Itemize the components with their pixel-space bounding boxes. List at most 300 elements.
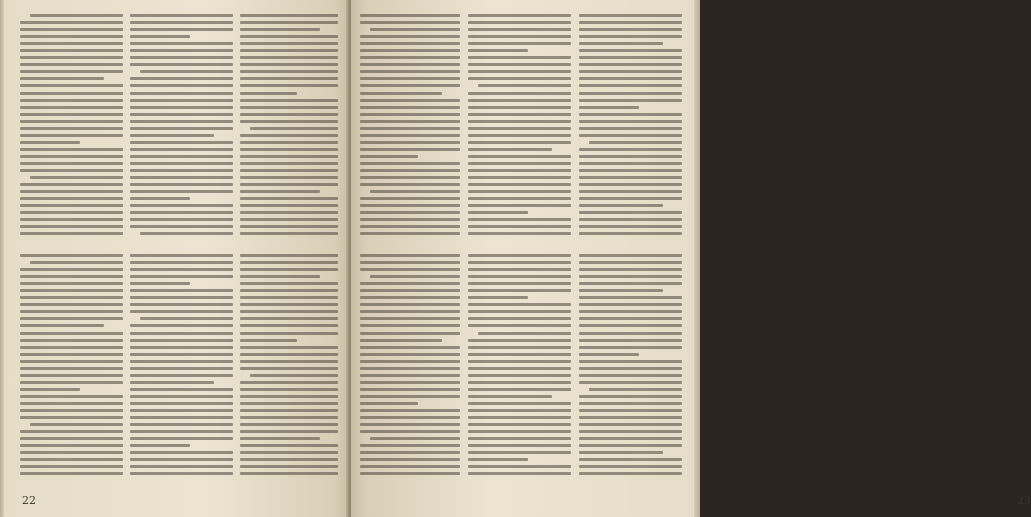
text-line — [240, 211, 338, 214]
text-line — [130, 134, 214, 137]
text-line — [130, 113, 233, 116]
text-line — [579, 218, 682, 221]
text-line — [468, 141, 571, 144]
text-line — [370, 437, 460, 440]
text-line — [579, 197, 682, 200]
text-line — [360, 409, 460, 412]
text-line — [130, 176, 233, 179]
text-line — [468, 451, 571, 454]
text-line — [130, 451, 233, 454]
text-line — [360, 70, 460, 73]
text-line — [130, 218, 233, 221]
text-line — [468, 63, 571, 66]
text-line — [579, 113, 682, 116]
left-page — [0, 0, 349, 517]
text-line — [240, 204, 338, 207]
text-line — [360, 14, 460, 17]
text-line — [130, 77, 233, 80]
text-line — [468, 303, 571, 306]
text-line — [20, 451, 123, 454]
text-line — [20, 211, 123, 214]
text-line — [20, 120, 123, 123]
text-line — [360, 472, 460, 475]
text-line — [130, 465, 233, 468]
text-line — [130, 339, 233, 342]
text-line — [360, 423, 460, 426]
text-line — [579, 451, 663, 454]
text-line — [579, 28, 682, 31]
text-line — [30, 261, 123, 264]
text-line — [250, 127, 338, 130]
text-line — [468, 458, 528, 461]
text-line — [130, 360, 233, 363]
text-line — [468, 360, 571, 363]
text-line — [468, 388, 571, 391]
text-line — [579, 332, 682, 335]
text-line — [240, 254, 338, 257]
text-line — [30, 14, 123, 17]
text-line — [468, 402, 571, 405]
text-line — [579, 183, 682, 186]
text-line — [130, 190, 233, 193]
text-line — [468, 211, 528, 214]
text-line — [240, 458, 338, 461]
text-line — [360, 92, 442, 95]
text-line — [579, 21, 682, 24]
text-line — [20, 268, 123, 271]
text-line — [468, 423, 571, 426]
text-line — [20, 49, 123, 52]
text-line — [20, 254, 123, 257]
text-line — [468, 324, 571, 327]
text-line — [360, 155, 418, 158]
text-line — [468, 204, 571, 207]
text-column — [130, 254, 233, 486]
text-line — [240, 416, 338, 419]
text-line — [240, 148, 338, 151]
text-line — [130, 63, 233, 66]
text-line — [579, 42, 663, 45]
text-line — [579, 437, 682, 440]
text-line — [20, 416, 123, 419]
text-line — [579, 84, 682, 87]
text-line — [130, 35, 190, 38]
text-line — [20, 204, 123, 207]
text-line — [579, 120, 682, 123]
text-line — [20, 77, 104, 80]
text-line — [360, 197, 460, 200]
text-line — [360, 451, 460, 454]
text-line — [240, 42, 338, 45]
text-line — [20, 282, 123, 285]
text-line — [360, 374, 460, 377]
text-line — [240, 437, 320, 440]
text-line — [20, 225, 123, 228]
text-line — [360, 416, 460, 419]
text-line — [360, 465, 460, 468]
text-line — [468, 472, 571, 475]
text-line — [370, 28, 460, 31]
text-line — [360, 346, 460, 349]
text-line — [360, 42, 460, 45]
text-line — [579, 423, 682, 426]
text-line — [360, 106, 460, 109]
text-line — [360, 211, 460, 214]
text-line — [130, 225, 233, 228]
text-line — [360, 56, 460, 59]
text-line — [20, 113, 123, 116]
text-line — [468, 169, 571, 172]
text-column — [360, 14, 460, 240]
text-line — [468, 197, 571, 200]
text-line — [360, 176, 460, 179]
page-number: 23 — [1017, 494, 1031, 507]
text-line — [20, 472, 123, 475]
text-line — [130, 99, 233, 102]
text-line — [130, 92, 233, 95]
text-line — [579, 275, 682, 278]
text-line — [579, 367, 682, 370]
text-line — [360, 296, 460, 299]
text-line — [468, 296, 528, 299]
text-line — [468, 35, 571, 38]
text-line — [130, 430, 233, 433]
text-line — [20, 324, 104, 327]
text-line — [130, 275, 233, 278]
text-line — [240, 28, 320, 31]
text-line — [20, 190, 123, 193]
text-line — [468, 346, 571, 349]
text-line — [240, 303, 338, 306]
text-line — [240, 360, 338, 363]
text-line — [130, 423, 233, 426]
text-line — [360, 444, 460, 447]
text-line — [468, 367, 571, 370]
text-line — [468, 70, 571, 73]
text-line — [20, 402, 123, 405]
text-line — [579, 303, 682, 306]
text-line — [140, 317, 233, 320]
text-line — [468, 42, 571, 45]
text-line — [130, 289, 233, 292]
text-line — [20, 134, 123, 137]
text-line — [130, 324, 233, 327]
text-line — [130, 402, 233, 405]
text-line — [360, 141, 460, 144]
text-line — [20, 106, 123, 109]
text-line — [20, 92, 123, 95]
text-line — [360, 204, 460, 207]
text-line — [360, 402, 418, 405]
text-line — [468, 190, 571, 193]
text-line — [240, 141, 338, 144]
text-line — [468, 268, 571, 271]
text-line — [20, 395, 123, 398]
left-page-edge — [0, 0, 4, 517]
text-line — [360, 183, 460, 186]
text-line — [360, 162, 460, 165]
text-line — [579, 190, 682, 193]
text-line — [130, 416, 233, 419]
text-line — [20, 127, 123, 130]
text-line — [468, 49, 528, 52]
text-line — [360, 218, 460, 221]
text-line — [478, 332, 571, 335]
text-line — [130, 49, 233, 52]
text-line — [468, 120, 571, 123]
text-line — [240, 430, 338, 433]
text-line — [468, 92, 571, 95]
text-line — [20, 353, 123, 356]
text-line — [579, 77, 682, 80]
text-line — [20, 275, 123, 278]
text-line — [360, 120, 460, 123]
text-line — [130, 155, 233, 158]
text-line — [130, 310, 233, 313]
text-line — [20, 346, 123, 349]
text-line — [130, 183, 233, 186]
text-line — [240, 225, 338, 228]
text-line — [130, 472, 233, 475]
text-line — [360, 268, 460, 271]
text-line — [579, 63, 682, 66]
text-line — [360, 134, 460, 137]
text-line — [240, 296, 338, 299]
text-line — [468, 113, 571, 116]
text-line — [360, 113, 460, 116]
text-line — [20, 99, 123, 102]
text-line — [130, 56, 233, 59]
text-line — [468, 374, 571, 377]
text-line — [130, 444, 190, 447]
text-line — [20, 465, 123, 468]
text-line — [579, 353, 639, 356]
text-line — [468, 381, 571, 384]
text-line — [579, 56, 682, 59]
text-line — [360, 49, 460, 52]
text-line — [360, 282, 460, 285]
text-line — [20, 56, 123, 59]
text-line — [240, 409, 338, 412]
text-line — [240, 14, 338, 17]
text-line — [20, 430, 123, 433]
text-line — [579, 317, 682, 320]
text-line — [468, 127, 571, 130]
text-line — [579, 374, 682, 377]
text-line — [579, 416, 682, 419]
text-line — [130, 162, 233, 165]
text-line — [130, 303, 233, 306]
text-line — [579, 268, 682, 271]
text-line — [579, 99, 682, 102]
text-line — [130, 367, 233, 370]
text-line — [468, 28, 571, 31]
text-line — [579, 381, 682, 384]
text-line — [240, 70, 338, 73]
text-line — [20, 388, 80, 391]
text-line — [360, 395, 460, 398]
text-line — [360, 148, 460, 151]
text-line — [240, 21, 338, 24]
text-line — [468, 409, 571, 412]
text-line — [20, 148, 123, 151]
text-line — [240, 395, 338, 398]
text-line — [240, 218, 338, 221]
text-line — [240, 381, 338, 384]
text-line — [20, 310, 123, 313]
text-line — [130, 211, 233, 214]
text-line — [579, 204, 663, 207]
text-line — [360, 381, 460, 384]
text-line — [360, 360, 460, 363]
text-line — [468, 162, 571, 165]
text-line — [20, 28, 123, 31]
text-line — [240, 332, 338, 335]
text-line — [20, 162, 123, 165]
text-line — [240, 56, 338, 59]
text-line — [579, 35, 682, 38]
text-line — [240, 197, 338, 200]
text-line — [20, 183, 123, 186]
text-line — [240, 282, 338, 285]
text-line — [360, 77, 460, 80]
text-line — [130, 261, 233, 264]
text-line — [240, 289, 338, 292]
text-column — [130, 14, 233, 240]
text-line — [20, 332, 123, 335]
text-line — [468, 14, 571, 17]
text-column — [360, 254, 460, 486]
text-line — [130, 120, 233, 123]
text-line — [20, 21, 123, 24]
text-line — [468, 317, 571, 320]
text-line — [579, 261, 682, 264]
text-line — [468, 155, 571, 158]
text-line — [130, 282, 190, 285]
text-line — [240, 92, 297, 95]
text-line — [579, 148, 682, 151]
text-line — [30, 176, 123, 179]
text-column — [240, 254, 338, 486]
text-line — [360, 324, 460, 327]
text-line — [579, 395, 682, 398]
text-line — [20, 317, 123, 320]
text-line — [468, 148, 552, 151]
text-line — [20, 84, 123, 87]
text-line — [240, 317, 338, 320]
text-line — [579, 169, 682, 172]
text-line — [130, 204, 233, 207]
text-line — [579, 225, 682, 228]
text-column — [468, 254, 571, 486]
text-line — [468, 444, 571, 447]
text-line — [130, 148, 233, 151]
text-line — [240, 190, 320, 193]
text-line — [468, 430, 571, 433]
text-line — [240, 176, 338, 179]
text-line — [240, 275, 320, 278]
text-line — [20, 218, 123, 221]
text-line — [370, 190, 460, 193]
text-line — [370, 275, 460, 278]
text-line — [589, 388, 682, 391]
text-line — [468, 218, 571, 221]
text-column — [20, 254, 123, 486]
text-line — [579, 254, 682, 257]
text-line — [240, 444, 338, 447]
text-line — [130, 106, 233, 109]
text-line — [579, 458, 682, 461]
text-line — [140, 70, 233, 73]
text-line — [20, 339, 123, 342]
text-line — [240, 169, 338, 172]
text-line — [240, 367, 338, 370]
text-line — [579, 289, 663, 292]
text-line — [240, 324, 338, 327]
text-line — [20, 458, 123, 461]
text-line — [579, 360, 682, 363]
text-line — [360, 261, 460, 264]
text-line — [130, 346, 233, 349]
text-line — [240, 99, 338, 102]
text-line — [579, 176, 682, 179]
text-line — [468, 232, 571, 235]
text-line — [130, 388, 233, 391]
text-line — [240, 106, 338, 109]
text-line — [468, 416, 571, 419]
text-line — [468, 261, 571, 264]
text-line — [240, 49, 338, 52]
text-line — [468, 99, 571, 102]
text-line — [468, 176, 571, 179]
text-line — [130, 254, 233, 257]
text-line — [130, 14, 233, 17]
text-line — [579, 310, 682, 313]
text-line — [360, 99, 460, 102]
text-line — [240, 35, 338, 38]
text-line — [360, 332, 460, 335]
text-line — [130, 197, 190, 200]
page-number: 22 — [22, 494, 36, 507]
text-line — [240, 134, 338, 137]
text-line — [240, 63, 338, 66]
text-line — [579, 324, 682, 327]
right-page-edge — [694, 0, 700, 517]
text-line — [250, 374, 338, 377]
text-line — [468, 353, 571, 356]
text-line — [360, 169, 460, 172]
text-line — [468, 77, 571, 80]
text-line — [20, 360, 123, 363]
text-line — [130, 332, 233, 335]
text-line — [579, 232, 682, 235]
text-line — [468, 310, 571, 313]
text-line — [579, 430, 682, 433]
text-line — [20, 42, 123, 45]
text-line — [240, 232, 338, 235]
text-line — [579, 282, 682, 285]
text-line — [589, 141, 682, 144]
text-line — [360, 388, 460, 391]
text-line — [240, 268, 338, 271]
text-line — [360, 84, 460, 87]
text-line — [240, 472, 338, 475]
text-line — [130, 395, 233, 398]
text-line — [579, 162, 682, 165]
text-line — [360, 353, 460, 356]
text-line — [360, 430, 460, 433]
text-line — [130, 84, 233, 87]
